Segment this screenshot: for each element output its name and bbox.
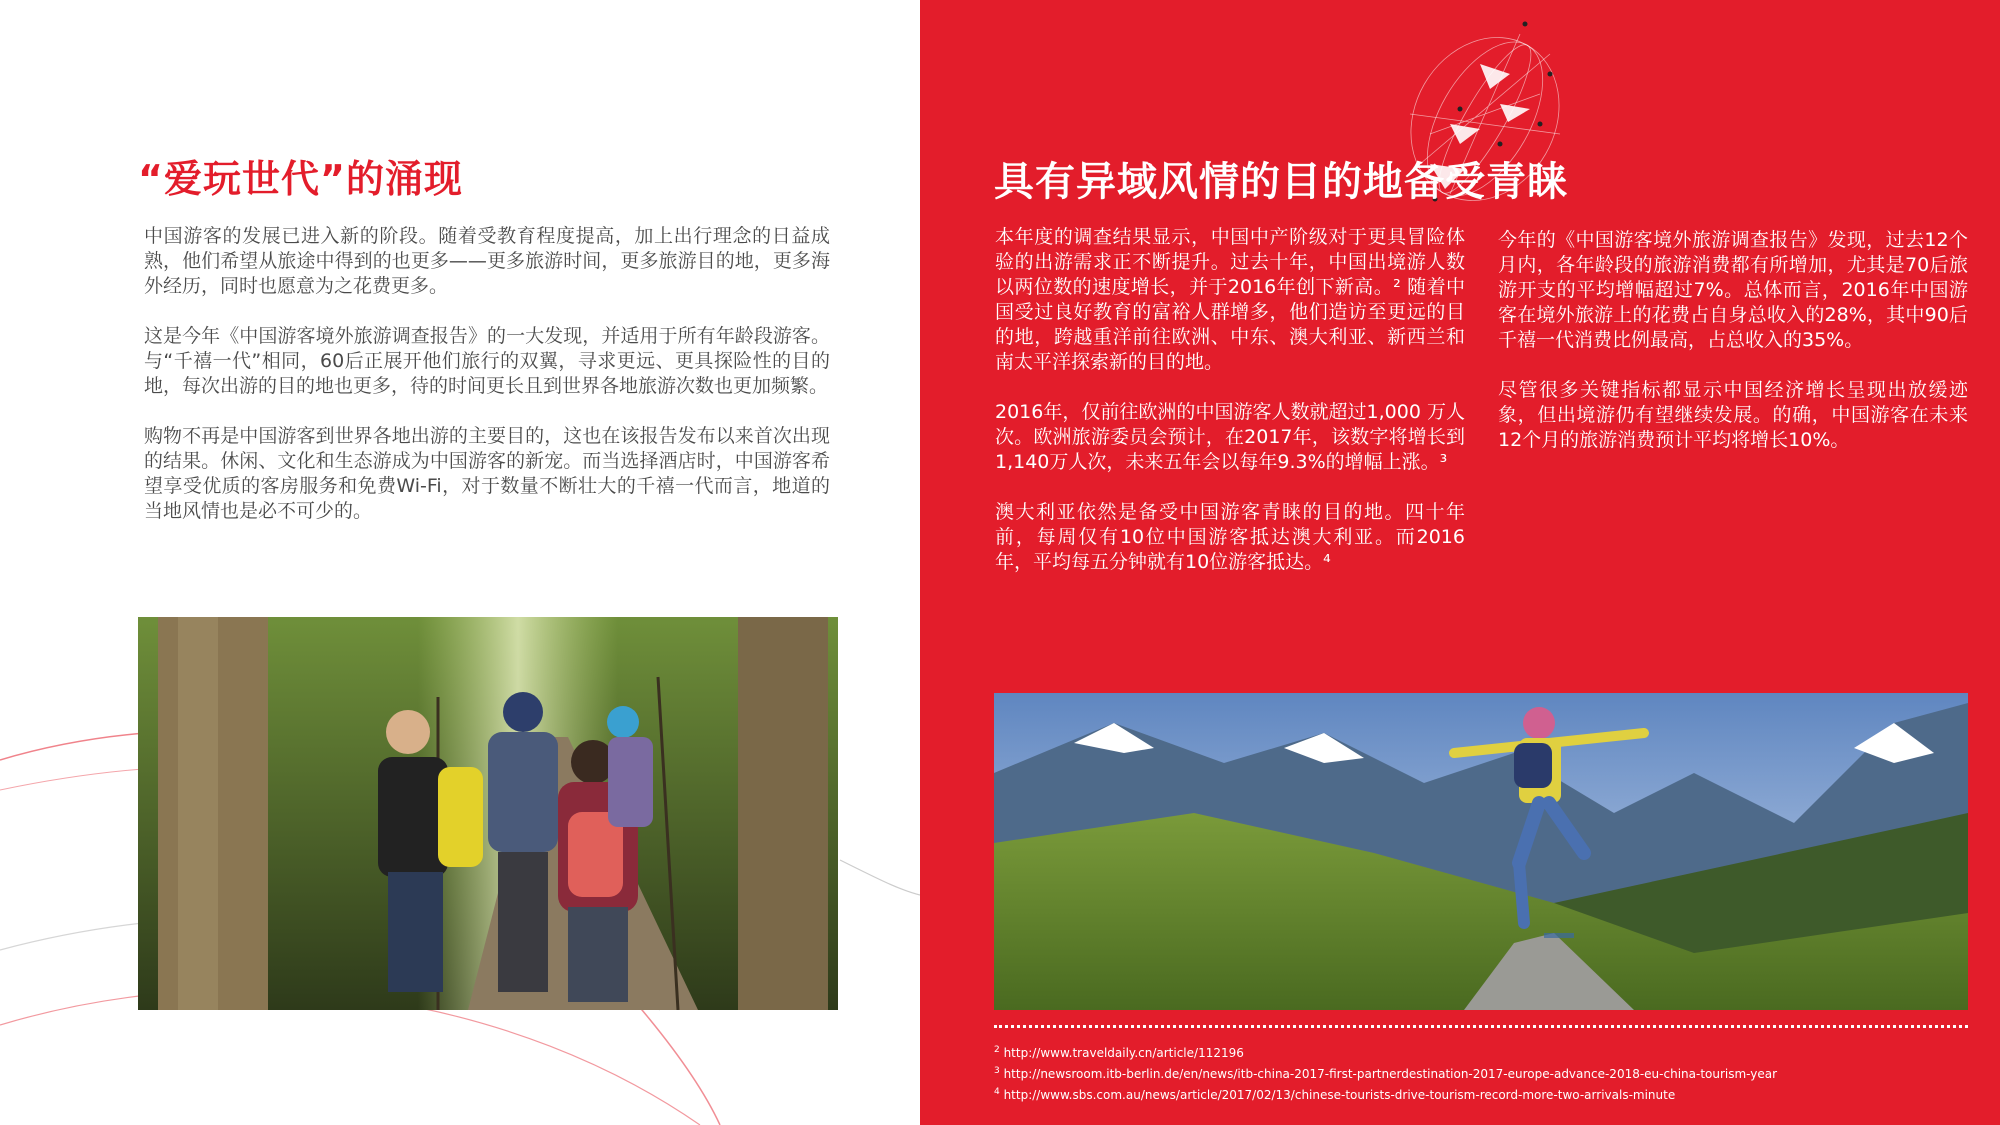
footnote-number: 4 <box>994 1087 1000 1097</box>
footnote-link[interactable]: http://newsroom.itb-berlin.de/en/news/itb-china-2017-first-partnerdestination-2017-europe-advance-2018-eu-china-tourism-year <box>1003 1067 1778 1081</box>
footnote-number: 3 <box>994 1066 1000 1076</box>
right-page <box>920 0 2000 1125</box>
right-body-column-2 <box>1498 228 1968 478</box>
footnote-3 <box>994 1062 1974 1083</box>
paragraph: 本年度的调查结果显示，中国中产阶级对于更具冒险体验的出游需求正不断提升。过去十年，中国出境游人数以两位数的速度增长，并于2016年创下新高。² 随着中国受过良好教育的富裕人群增多，他们造访至更远的目的地，跨越重洋前往欧洲、中东、澳大利亚、新西兰和南太平洋探索新的目的地。 <box>995 226 1465 373</box>
footnote-link[interactable]: http://www.traveldaily.cn/article/112196 <box>1003 1046 1244 1060</box>
section-title-play-generation: “爱玩世代”的涌现 <box>138 157 463 201</box>
section-title-exotic-destinations: 具有异域风情的目的地备受青睐 <box>994 159 1568 205</box>
paragraph: 澳大利亚依然是备受中国游客青睐的目的地。四十年前，每周仅有10位中国游客抵达澳大利亚。而2016年，平均每五分钟就有10位游客抵达。⁴ <box>995 501 1465 573</box>
footnote-number: 2 <box>994 1045 1000 1055</box>
left-body-text <box>144 224 830 549</box>
footnote-2 <box>994 1041 1974 1062</box>
paragraph: 这是今年《中国游客境外旅游调查报告》的一大发现，并适用于所有年龄段游客。与“千禧一代”相同，60后正展开他们旅行的双翼，寻求更远、更具探险性的目的地，每次出游的目的地也更多，待的时间更长且到世界各地旅游次数也更加频繁。 <box>144 325 830 397</box>
paragraph: 今年的《中国游客境外旅游调查报告》发现，过去12个月内，各年龄段的旅游消费都有所增加，尤其是70后旅游开支的平均增幅超过7%。总体而言，2016年中国游客在境外旅游上的花费占自身总收入的28%，其中90后千禧一代消费比例最高，占总收入的35%。 <box>1498 229 1968 351</box>
paragraph: 购物不再是中国游客到世界各地出游的主要目的，这也在该报告发布以来首次出现的结果。休闲、文化和生态游成为中国游客的新宠。而当选择酒店时，中国游客希望享受优质的客房服务和免费Wi-Fi，对于数量不断壮大的千禧一代而言，地道的当地风情也是必不可少的。 <box>144 425 830 522</box>
footnote-link[interactable]: http://www.sbs.com.au/news/article/2017/02/13/chinese-tourists-drive-tourism-record-more-two-arrivals-minute <box>1003 1088 1676 1102</box>
right-body-column-1 <box>995 225 1465 600</box>
paragraph: 尽管很多关键指标都显示中国经济增长呈现出放缓迹象，但出境游仍有望继续发展。的确，中国游客在未来12个月的旅游消费预计平均将增长10%。 <box>1498 379 1968 451</box>
paragraph: 2016年，仅前往欧洲的中国游客人数就超过1,000 万人次。欧洲旅游委员会预计，在2017年，该数字将增长到1,140万人次，未来五年会以每年9.3%的增幅上涨。³ <box>995 401 1465 473</box>
dotted-divider <box>994 1025 1968 1028</box>
hikers-bridge-photo <box>138 617 838 1010</box>
left-page <box>0 0 920 1125</box>
mountain-traveler-photo <box>994 693 1968 1010</box>
paragraph: 中国游客的发展已进入新的阶段。随着受教育程度提高，加上出行理念的日益成熟，他们希望从旅途中得到的也更多——更多旅游时间，更多旅游目的地，更多海外经历，同时也愿意为之花费更多。 <box>144 225 830 297</box>
footnotes <box>994 1041 1974 1104</box>
footnote-4 <box>994 1083 1974 1104</box>
